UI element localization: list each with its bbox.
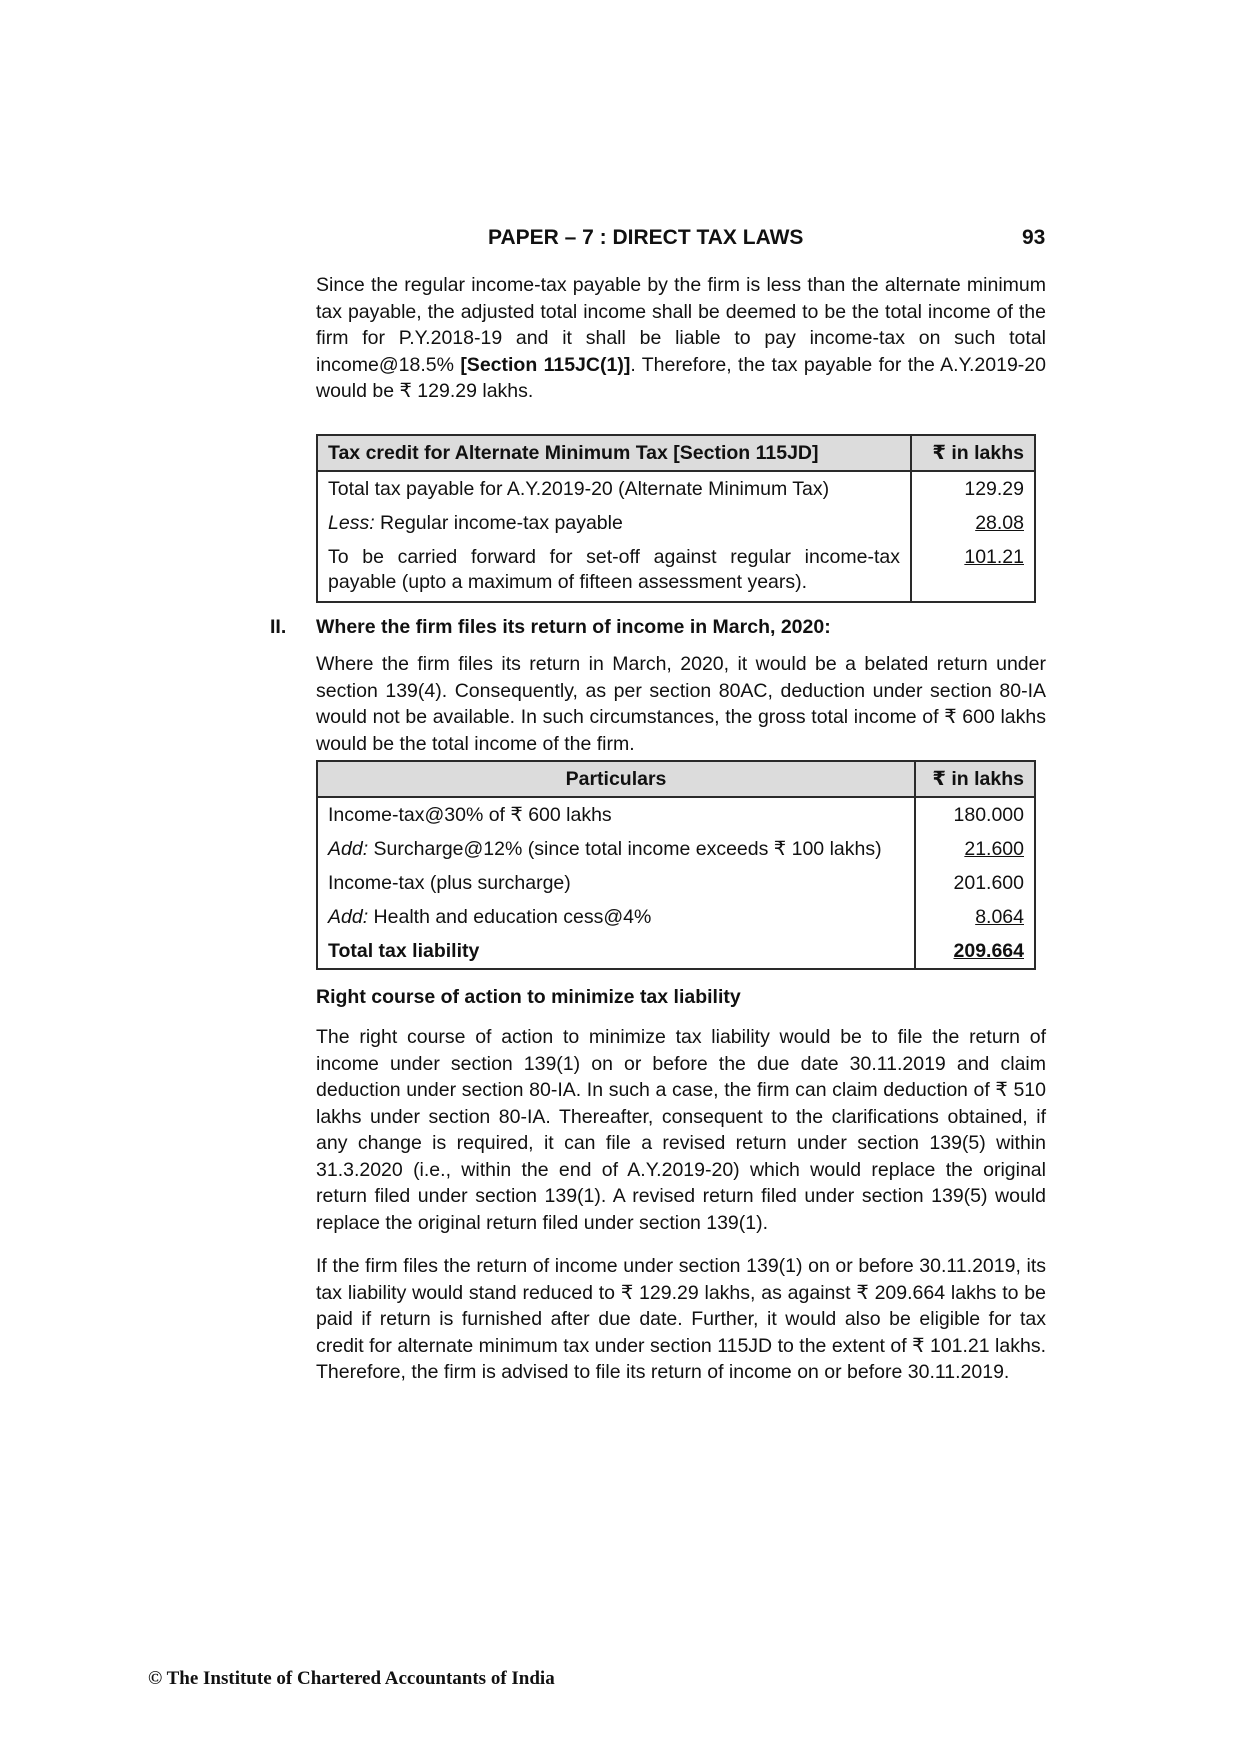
table-row — [317, 832, 1035, 866]
row-amount — [915, 832, 1035, 866]
row-label — [317, 900, 915, 934]
row-amount: 201.600 — [915, 866, 1035, 900]
table-header-amount: ₹ in lakhs — [915, 761, 1035, 797]
table-header-amount: ₹ in lakhs — [911, 435, 1035, 471]
row-amount: 180.000 — [915, 797, 1035, 832]
paragraph-amt-payable — [316, 272, 1046, 405]
page-number: 93 — [1022, 226, 1046, 249]
table-header-row — [317, 435, 1035, 471]
row-label — [317, 832, 915, 866]
row-amount — [915, 934, 1035, 969]
tax-liability-table — [316, 760, 1036, 970]
table-row — [317, 866, 1035, 900]
table-total-row — [317, 934, 1035, 969]
paper-title: PAPER – 7 : DIRECT TAX LAWS — [488, 226, 804, 249]
row-label: Income-tax@30% of ₹ 600 lakhs — [317, 797, 915, 832]
row-label: Income-tax (plus surcharge) — [317, 866, 915, 900]
row-label: To be carried forward for set-off against regular income-tax payable (upto a maximum of fifteen assessment years). — [317, 540, 911, 602]
row-amount-value: 8.064 — [975, 906, 1024, 928]
table-row — [317, 506, 1035, 540]
table-header-row — [317, 761, 1035, 797]
row-amount-value: 21.600 — [964, 838, 1024, 860]
row-amount — [911, 506, 1035, 540]
paragraph-right-course: The right course of action to minimize tax liability would be to file the return of income under section 139(1) on or before the due date 30.11.2019 and claim deduction under section 80-IA. In such a case, the firm can claim deduction of ₹ 510 lakhs under section 80-IA. Thereafter, consequent to the clarifications obtained, if any change is required, it can file a revised return under section 139(5) within 31.3.2020 (i.e., within the end of A.Y.2019-20) which would replace the original return filed under section 139(1). A revised return filed under section 139(5) would replace the original return filed under section 139(1). — [316, 1026, 1046, 1234]
row-amount-value: 28.08 — [975, 512, 1024, 534]
table-header-label: Tax credit for Alternate Minimum Tax [Section 115JD] — [317, 435, 911, 471]
row-amount — [911, 540, 1035, 602]
row-label-text: Regular income-tax payable — [374, 512, 623, 534]
row-label-text: Surcharge@12% (since total income exceeds ₹ 100 lakhs) — [368, 838, 882, 860]
row-label: Total tax liability — [317, 934, 915, 969]
table-header-label: Particulars — [317, 761, 915, 797]
table-row — [317, 471, 1035, 506]
paragraph-belated-return: Where the firm files its return in March, 2020, it would be a belated return under section 139(4). Consequently, as per section 80AC, deduction under section 80-IA would not be available. In such circumstances, the gross total income of ₹ 600 lakhs would be the total income of the firm. — [316, 653, 1046, 755]
para1-text-a: Since the regular income-tax payable by the firm is less than the alternate minimum tax payable, the adjusted total income shall be deemed to be the total income of the firm for P.Y.2018-19 and it shall be liable to pay income-tax on such total income@18.5% — [316, 274, 1046, 376]
section-title: Where the firm files its return of income in March, 2020: — [316, 616, 831, 638]
row-label: Total tax payable for A.Y.2019-20 (Alternate Minimum Tax) — [317, 471, 911, 506]
row-label-prefix: Add: — [328, 838, 369, 860]
row-label-prefix: Add: — [328, 906, 369, 928]
row-label — [317, 506, 911, 540]
row-amount — [915, 900, 1035, 934]
row-amount-value: 101.21 — [964, 546, 1024, 568]
row-label-text: Health and education cess@4% — [368, 906, 652, 928]
table-row — [317, 900, 1035, 934]
footer-copyright: © The Institute of Chartered Accountants of India — [148, 1668, 555, 1689]
table-row — [317, 797, 1035, 832]
section-number: II. — [270, 616, 287, 638]
table-row — [317, 540, 1035, 602]
row-label-prefix: Less: — [328, 512, 375, 534]
row-amount: 129.29 — [911, 471, 1035, 506]
page-header — [0, 226, 1241, 256]
row-amount-value: 209.664 — [953, 940, 1024, 962]
section-reference: [Section 115JC(1)] — [460, 353, 631, 376]
amt-credit-table — [316, 434, 1036, 603]
paragraph-conclusion: If the firm files the return of income under section 139(1) on or before 30.11.2019, its tax liability would stand reduced to ₹ 129.29 lakhs, as against ₹ 209.664 lakhs to be paid if return is furnished after due date. Further, it would also be eligible for tax credit for alternate minimum tax under section 115JD to the extent of ₹ 101.21 lakhs. Therefore, the firm is advised to file its return of income on or before 30.11.2019. — [316, 1255, 1046, 1383]
subheading: Right course of action to minimize tax liability — [316, 986, 741, 1008]
para1-text-b: . Therefore, the tax payable for the A.Y.2019-20 would be ₹ 129.29 lakhs. — [316, 353, 1046, 402]
